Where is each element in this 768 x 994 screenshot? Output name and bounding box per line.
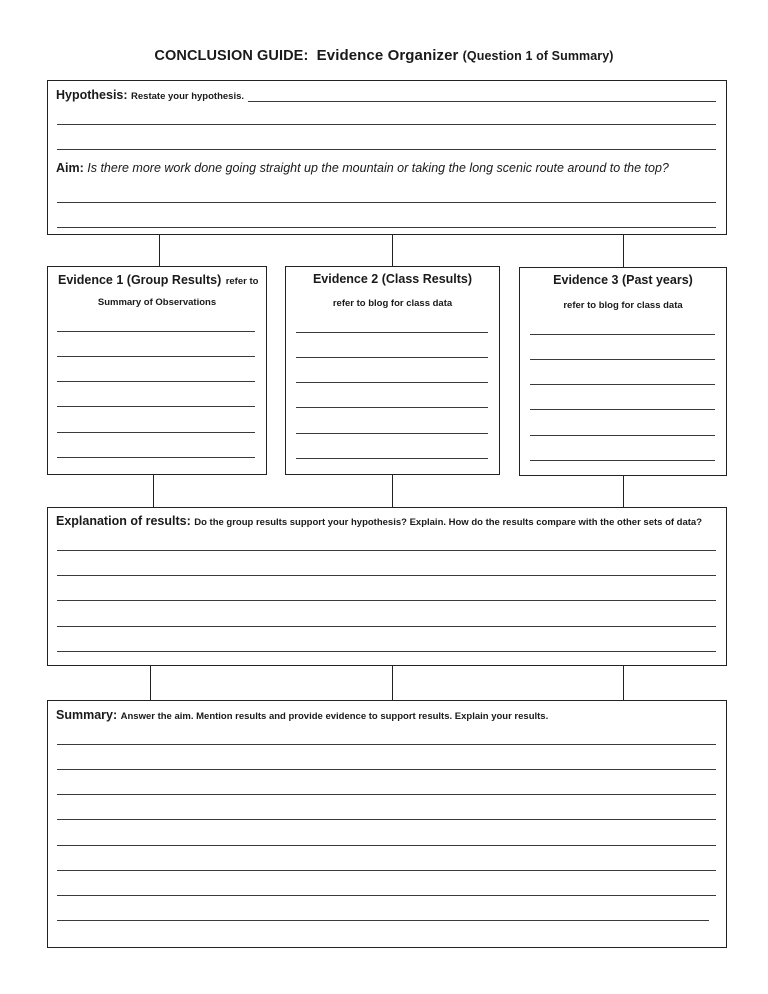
summary-answer-line[interactable] (57, 895, 716, 896)
evidence-1-title: Evidence 1 (Group Results) (58, 273, 222, 287)
explanation-answer-line[interactable] (57, 600, 716, 601)
hypothesis-aim-box (47, 80, 727, 235)
evidence-1-line[interactable] (57, 432, 255, 433)
page-title (0, 47, 768, 64)
evidence-2-line[interactable] (296, 433, 488, 434)
evidence-1-inline-note: refer to (225, 276, 259, 287)
evidence-2-line[interactable] (296, 407, 488, 408)
explanation-answer-line[interactable] (57, 651, 716, 652)
connector-line (153, 475, 154, 507)
summary-answer-line[interactable] (57, 845, 716, 846)
summary-prompt: Answer the aim. Mention results and provide evidence to support results. Explain your results. (120, 711, 549, 722)
connector-line (150, 666, 151, 700)
evidence-1-line[interactable] (57, 457, 255, 458)
explanation-section (56, 514, 702, 528)
connector-line (623, 235, 624, 267)
summary-answer-line[interactable] (57, 794, 716, 795)
evidence-2-line[interactable] (296, 357, 488, 358)
summary-answer-line[interactable] (57, 819, 716, 820)
evidence-3-line[interactable] (530, 435, 715, 436)
explanation-prompt: Do the group results support your hypothesis? Explain. How do the results compare with the other sets of data? (194, 517, 703, 528)
aim-section (56, 161, 669, 175)
evidence-3-line[interactable] (530, 409, 715, 410)
summary-answer-line[interactable] (57, 920, 709, 921)
evidence-3-box (519, 267, 727, 476)
connector-line (623, 666, 624, 700)
evidence-1-heading (58, 271, 258, 289)
explanation-box (47, 507, 727, 666)
summary-answer-line[interactable] (57, 870, 716, 871)
hypothesis-section (56, 88, 244, 102)
evidence-2-note: refer to blog for class data (332, 298, 453, 309)
summary-answer-line[interactable] (57, 744, 716, 745)
connector-line (159, 235, 160, 266)
evidence-3-line[interactable] (530, 460, 715, 461)
aim-question: Is there more work done going straight up the mountain or taking the long scenic route around to the top? (87, 161, 669, 175)
aim-answer-line[interactable] (57, 202, 716, 203)
summary-label: Summary: (56, 708, 118, 722)
evidence-1-line[interactable] (57, 331, 255, 332)
evidence-3-line[interactable] (530, 334, 715, 335)
connector-line (623, 476, 624, 507)
evidence-1-line[interactable] (57, 406, 255, 407)
evidence-1-note: Summary of Observations (97, 297, 217, 308)
evidence-3-line[interactable] (530, 384, 715, 385)
aim-answer-line[interactable] (57, 227, 716, 228)
title-note: (Question 1 of Summary) (462, 49, 614, 63)
aim-label: Aim: (56, 161, 84, 175)
summary-box (47, 700, 727, 948)
evidence-2-line[interactable] (296, 458, 488, 459)
hypothesis-answer-line[interactable] (57, 149, 716, 150)
explanation-answer-line[interactable] (57, 550, 716, 551)
evidence-2-title: Evidence 2 (Class Results) (312, 272, 473, 286)
explanation-answer-line[interactable] (57, 626, 716, 627)
hypothesis-answer-line[interactable] (57, 124, 716, 125)
hypothesis-answer-line[interactable] (248, 101, 716, 102)
title-main: CONCLUSION GUIDE: (154, 48, 309, 64)
hypothesis-label: Hypothesis: (56, 88, 128, 102)
evidence-3-note: refer to blog for class data (563, 300, 683, 311)
summary-answer-line[interactable] (57, 769, 716, 770)
hypothesis-prompt: Restate your hypothesis. (131, 91, 245, 102)
evidence-3-line[interactable] (530, 359, 715, 360)
connector-line (392, 666, 393, 700)
connector-line (392, 235, 393, 266)
evidence-2-line[interactable] (296, 382, 488, 383)
explanation-answer-line[interactable] (57, 575, 716, 576)
explanation-label: Explanation of results: (56, 514, 191, 528)
summary-section (56, 708, 548, 722)
connector-line (392, 475, 393, 507)
evidence-2-line[interactable] (296, 332, 488, 333)
title-sub: Evidence Organizer (316, 47, 459, 64)
evidence-1-line[interactable] (57, 356, 255, 357)
evidence-1-line[interactable] (57, 381, 255, 382)
evidence-3-title: Evidence 3 (Past years) (553, 273, 693, 287)
